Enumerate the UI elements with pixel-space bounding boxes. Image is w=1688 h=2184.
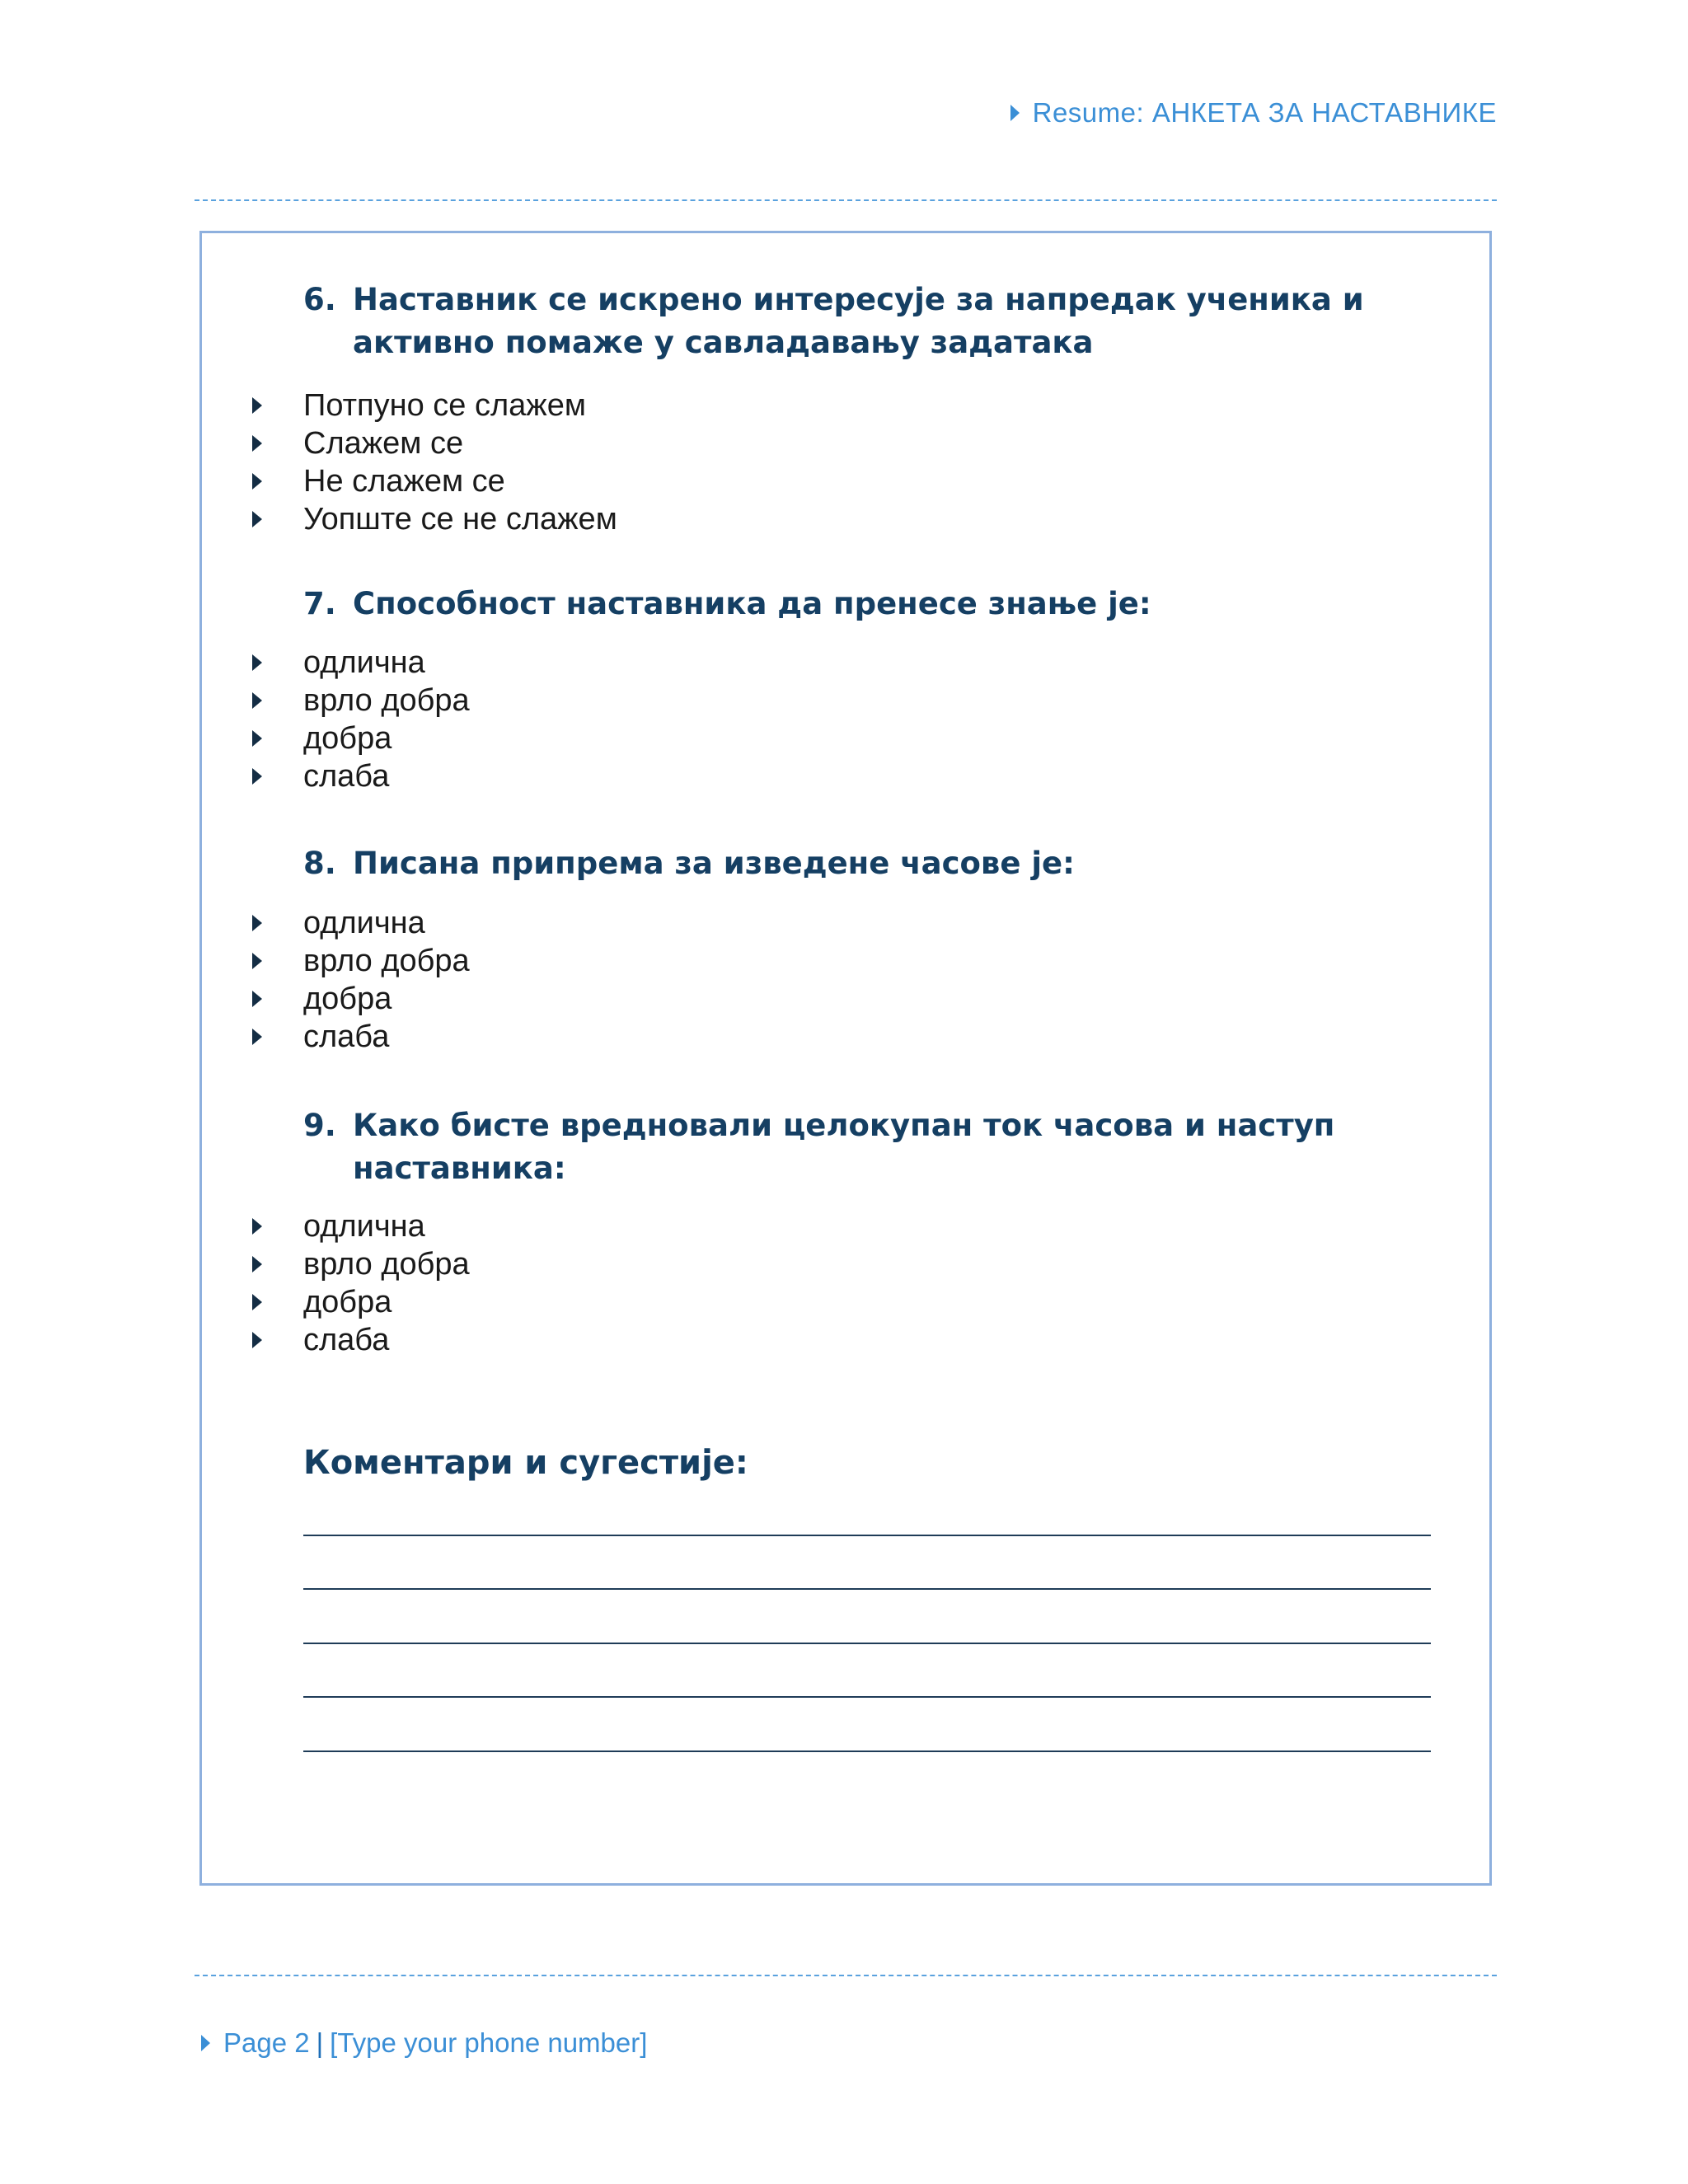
triangle-bullet-icon [252,654,262,671]
triangle-bullet-icon [252,991,262,1007]
option-item[interactable]: Не слажем се [252,462,617,500]
option-item[interactable]: добра [252,980,470,1018]
option-item[interactable]: добра [252,1283,470,1321]
option-item[interactable]: врло добра [252,682,470,719]
triangle-bullet-icon [252,1294,262,1310]
triangle-bullet-icon [252,915,262,931]
question-number: 8. [303,846,336,881]
header-title: Resume: АНКЕТА ЗА НАСТАВНИКЕ [1032,97,1497,128]
options-list-6 [252,387,617,538]
option-item[interactable]: одлична [252,1207,470,1245]
question-6 [303,279,1457,364]
triangle-bullet-icon [252,435,262,452]
question-9 [303,1104,1457,1190]
question-number: 9. [303,1108,336,1143]
triangle-bullet-icon [201,2035,210,2051]
phone-number: [Type your phone number] [330,2027,648,2058]
option-item[interactable]: врло добра [252,942,470,980]
question-number: 7. [303,586,336,621]
option-item[interactable]: добра [252,719,470,757]
option-item[interactable]: Слажем се [252,424,617,462]
triangle-bullet-icon [252,953,262,969]
question-text: Писана припрема за изведене часове је: [353,846,1075,881]
question-7 [303,583,1457,626]
triangle-bullet-icon [252,1029,262,1045]
option-item[interactable]: врло добра [252,1245,470,1283]
triangle-bullet-icon [252,1332,262,1348]
triangle-bullet-icon [1010,105,1020,121]
triangle-bullet-icon [252,511,262,527]
triangle-bullet-icon [252,1256,262,1272]
options-list-7 [252,644,470,795]
comment-line[interactable] [303,1588,1431,1590]
options-list-8 [252,904,470,1056]
triangle-bullet-icon [252,768,262,785]
triangle-bullet-icon [252,473,262,490]
triangle-bullet-icon [252,692,262,709]
option-item[interactable]: слаба [252,1018,470,1056]
footer-separator: | [316,2027,324,2058]
option-item[interactable]: слаба [252,757,470,795]
option-item[interactable]: Уопште се не слажем [252,500,617,538]
question-text: Наставник се искрено интересује за напредак ученика и активно помаже у савладавању задатака [353,282,1364,360]
question-8 [303,842,1457,885]
page-number: Page 2 [223,2027,310,2058]
comment-line[interactable] [303,1696,1431,1698]
question-text: Како бисте вредновали целокупан ток часова и наступ наставника: [353,1108,1335,1186]
comment-line[interactable] [303,1535,1431,1536]
triangle-bullet-icon [252,397,262,414]
comments-title: Коментари и сугестије: [303,1444,748,1482]
triangle-bullet-icon [252,1218,262,1235]
option-item[interactable]: слаба [252,1321,470,1359]
question-number: 6. [303,282,336,317]
page-footer [201,2027,647,2059]
question-text: Способност наставника да пренесе знање је: [353,586,1151,621]
options-list-9 [252,1207,470,1359]
option-item[interactable]: одлична [252,904,470,942]
page-header [1010,97,1497,129]
footer-divider [195,1975,1497,1976]
triangle-bullet-icon [252,730,262,747]
comment-line[interactable] [303,1750,1431,1752]
comment-line[interactable] [303,1643,1431,1644]
header-divider [195,199,1497,201]
option-item[interactable]: одлична [252,644,470,682]
option-item[interactable]: Потпуно се слажем [252,387,617,424]
